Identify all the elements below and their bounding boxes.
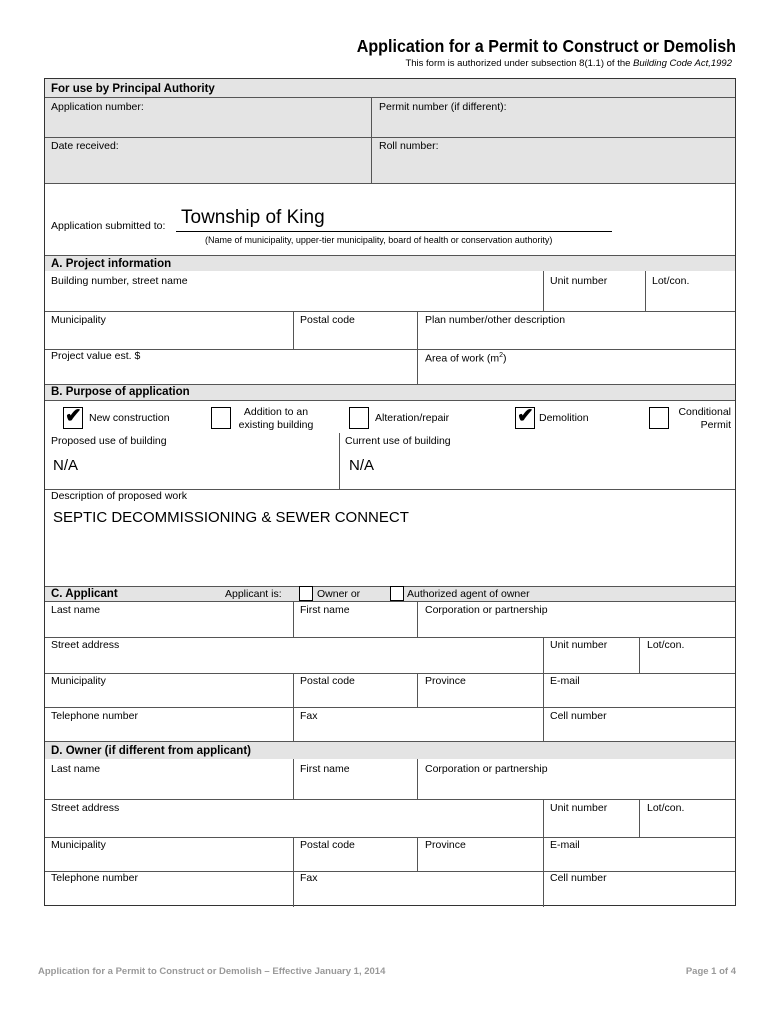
applicant-corporation-field[interactable]: Corporation or partnership [425,604,548,616]
building-number-field[interactable]: Building number, street name [51,275,188,287]
submitted-to-underline [176,231,612,232]
conditional-label-1: Conditional [678,406,731,418]
current-use-value[interactable]: N/A [349,457,375,474]
owner-street-field[interactable]: Street address [51,802,120,814]
project-value-field[interactable]: Project value est. $ [51,350,141,362]
footer-title: Application for a Permit to Construct or Demolish – Effective January 1, 2014 [38,966,386,977]
proposed-use-label: Proposed use of building [51,435,167,447]
applicant-last-name-field[interactable]: Last name [51,604,101,616]
owner-heading: D. Owner (if different from applicant) [51,745,251,757]
description-label: Description of proposed work [51,490,187,502]
submitted-to-label: Application submitted to: [51,220,166,232]
authority-heading: For use by Principal Authority [51,83,215,95]
demolition-label: Demolition [539,412,589,424]
area-close: ) [503,352,507,365]
applicant-municipality-field[interactable]: Municipality [51,675,106,687]
owner-or-label: Owner or [317,588,361,600]
page-number: Page 1 of 4 [685,966,736,977]
owner-checkbox[interactable] [299,586,313,601]
applicant-email-field[interactable]: E-mail [550,675,580,687]
subtitle-act: Building Code Act,1992 [633,58,732,69]
owner-unit-field[interactable]: Unit number [550,802,608,814]
demolition-checkbox[interactable] [515,407,535,429]
conditional-label-2: Permit [700,419,731,431]
applicant-is-label: Applicant is: [225,588,282,600]
roll-number-field[interactable]: Roll number: [379,140,439,152]
agent-checkbox[interactable] [390,586,404,601]
purpose-heading: B. Purpose of application [51,386,190,398]
date-received-field[interactable]: Date received: [51,140,119,152]
conditional-permit-checkbox[interactable] [649,407,669,429]
area-sup: 2 [499,352,504,359]
addition-checkbox[interactable] [211,407,231,429]
project-heading: A. Project information [51,258,172,270]
plan-number-field[interactable]: Plan number/other description [425,314,566,326]
unit-number-field[interactable]: Unit number [550,275,608,287]
lot-con-field[interactable]: Lot/con. [652,275,690,287]
current-use-label: Current use of building [345,435,451,447]
owner-last-name-field[interactable]: Last name [51,763,101,775]
owner-province-field[interactable]: Province [425,839,466,851]
owner-first-name-field[interactable]: First name [300,763,350,775]
applicant-street-field[interactable]: Street address [51,639,120,651]
owner-municipality-field[interactable]: Municipality [51,839,106,851]
applicant-lot-field[interactable]: Lot/con. [647,639,685,651]
check-icon: ✔ [517,405,534,427]
area-label: Area of work (m [425,352,500,365]
form-title: Application for a Permit to Construct or Demolish [356,36,736,56]
subtitle-text: This form is authorized under subsection 8(1.1) of the [405,58,634,69]
check-icon: ✔ [65,405,82,427]
applicant-heading: C. Applicant [51,588,118,600]
applicant-unit-field[interactable]: Unit number [550,639,608,651]
applicant-province-field[interactable]: Province [425,675,466,687]
owner-corporation-field[interactable]: Corporation or partnership [425,763,548,775]
owner-email-field[interactable]: E-mail [550,839,580,851]
new-construction-checkbox[interactable] [63,407,83,429]
owner-telephone-field[interactable]: Telephone number [51,872,138,884]
applicant-first-name-field[interactable]: First name [300,604,350,616]
description-value[interactable]: SEPTIC DECOMMISSIONING & SEWER CONNECT [53,509,409,526]
postal-code-field[interactable]: Postal code [300,314,355,326]
submitted-to-note: (Name of municipality, upper-tier municipality, board of health or conservation authority) [205,235,553,245]
alteration-checkbox[interactable] [349,407,369,429]
permit-number-field[interactable]: Permit number (if different): [379,101,507,113]
new-construction-label: New construction [89,412,170,424]
owner-postal-field[interactable]: Postal code [300,839,355,851]
addition-label-1: Addition to an [243,406,309,418]
application-number-field[interactable]: Application number: [51,101,144,113]
agent-label: Authorized agent of owner [407,588,530,600]
applicant-postal-field[interactable]: Postal code [300,675,355,687]
proposed-use-value[interactable]: N/A [53,457,79,474]
owner-lot-field[interactable]: Lot/con. [647,802,685,814]
applicant-telephone-field[interactable]: Telephone number [51,710,138,722]
applicant-fax-field[interactable]: Fax [300,710,318,722]
alteration-label: Alteration/repair [375,412,450,424]
owner-fax-field[interactable]: Fax [300,872,318,884]
area-of-work-field[interactable] [425,350,507,365]
submitted-to-value[interactable]: Township of King [181,207,325,228]
applicant-cell-field[interactable]: Cell number [550,710,607,722]
municipality-field[interactable]: Municipality [51,314,106,326]
owner-cell-field[interactable]: Cell number [550,872,607,884]
permit-form [44,78,736,906]
addition-label-2: existing building [238,419,314,431]
form-subtitle [44,58,732,69]
